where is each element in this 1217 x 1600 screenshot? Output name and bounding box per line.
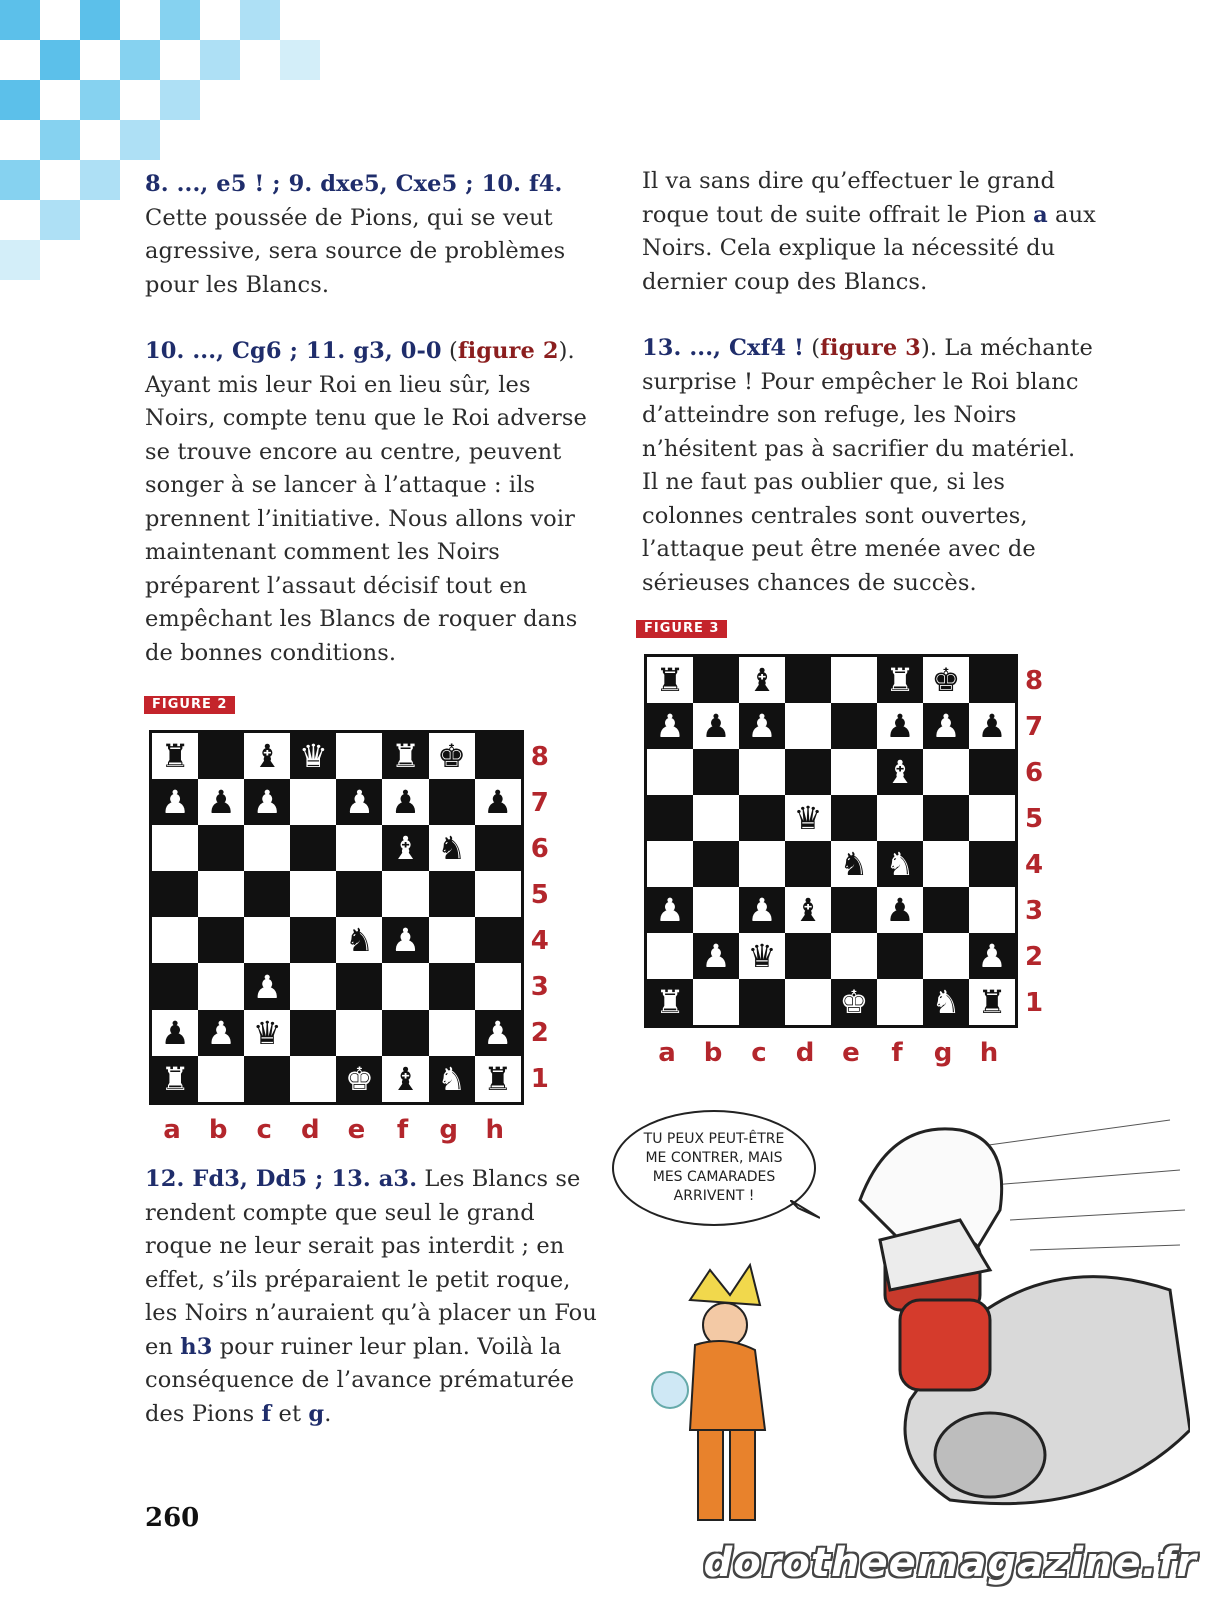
square-d4: [785, 841, 831, 887]
file-label: h: [485, 1114, 504, 1145]
king-icon: ♚: [931, 661, 961, 699]
pawn-icon: ♟: [977, 937, 1007, 975]
square-a2: [152, 1010, 198, 1056]
file-label: c: [751, 1038, 767, 1068]
checker-square: [0, 240, 40, 280]
king-icon: ♚: [437, 737, 466, 776]
rook-icon: ♜: [160, 1059, 190, 1098]
rank-label: 5: [1024, 803, 1044, 834]
knight-icon: ♞: [839, 845, 869, 883]
rank-label: 1: [1024, 987, 1044, 1018]
checker-square: [40, 120, 80, 160]
square-e3: [336, 963, 382, 1009]
file-label: e: [347, 1114, 366, 1145]
square-h7: [475, 779, 521, 825]
move-notation: 12. Fd3, Dd5 ; 13. a3.: [145, 1166, 418, 1192]
checker-square: [80, 80, 120, 120]
file-label: d: [301, 1114, 320, 1145]
square-d8: [785, 657, 831, 703]
square-a8: [152, 733, 198, 779]
square-h6: [969, 749, 1015, 795]
paragraph-1: [145, 168, 605, 302]
square-h7: [969, 703, 1015, 749]
king-icon: ♚: [345, 1059, 374, 1098]
checker-square: [0, 160, 40, 200]
square-c6: [244, 825, 290, 871]
square-d3: [785, 887, 831, 933]
rank-label: 8: [1024, 665, 1044, 696]
paragraph-text: Les Blancs se rendent compte que seul le grand roque ne leur serait pas interdit ; en effet, s’ils préparaient le petit roque, les Noirs n’auraient qu’à placer un Fou en: [145, 1166, 597, 1360]
square-c7: [244, 779, 290, 825]
square-d1: [290, 1056, 336, 1102]
file-ref: a: [1033, 201, 1048, 228]
paragraph-text: La méchante surprise ! Pour empêcher le Roi blanc d’atteindre son refuge, les Noirs n’hésitent pas à sacrifier du matériel. Il ne faut pas oublier que, si les colonnes centrales sont ouvertes, l’attaque peut être menée avec de sérieuses chances de succès.: [642, 335, 1093, 596]
square-c3: [244, 963, 290, 1009]
paragraph-3: [145, 1163, 605, 1431]
file-label: c: [256, 1114, 272, 1145]
square-f5: [382, 871, 428, 917]
pawn-icon: ♟: [701, 707, 731, 745]
square-c5: [244, 871, 290, 917]
square-h5: [969, 795, 1015, 841]
square-d6: [785, 749, 831, 795]
pawn-icon: ♟: [747, 891, 777, 929]
rank-label: 1: [530, 1064, 549, 1095]
square-f1: [877, 979, 923, 1025]
square-d7: [785, 703, 831, 749]
square-e1: [336, 1056, 382, 1102]
square-f6: [382, 825, 428, 871]
file-label: a: [658, 1038, 676, 1068]
square-a2: [647, 933, 693, 979]
square-a3: [647, 887, 693, 933]
square-f4: [382, 917, 428, 963]
square-e6: [336, 825, 382, 871]
figure-3-label: FIGURE 3: [636, 620, 727, 638]
square-f8: [382, 733, 428, 779]
square-g1: [923, 979, 969, 1025]
right-column: [642, 165, 1097, 600]
square-d6: [290, 825, 336, 871]
square-g6: [429, 825, 475, 871]
square-e2: [336, 1010, 382, 1056]
rank-label: 4: [530, 925, 549, 956]
square-e4: [831, 841, 877, 887]
square-c8: [244, 733, 290, 779]
pawn-icon: ♟: [655, 707, 685, 745]
square-g7: [429, 779, 475, 825]
square-g3: [429, 963, 475, 1009]
paragraph-5: [642, 332, 1097, 600]
square-b7: [693, 703, 739, 749]
file-label: f: [396, 1114, 409, 1145]
square-e8: [336, 733, 382, 779]
knight-icon: ♞: [437, 829, 466, 868]
knight-icon: ♞: [885, 845, 915, 883]
rook-icon: ♜: [160, 737, 190, 776]
square-a1: [647, 979, 693, 1025]
square-c1: [739, 979, 785, 1025]
square-a5: [152, 871, 198, 917]
checker-square: [160, 80, 200, 120]
square-g5: [429, 871, 475, 917]
square-f7: [382, 779, 428, 825]
square-f2: [877, 933, 923, 979]
rook-icon: ♜: [977, 983, 1007, 1021]
square-a6: [647, 749, 693, 795]
square-g8: [429, 733, 475, 779]
rank-label: 3: [1024, 895, 1044, 926]
pawn-icon: ♟: [160, 783, 190, 822]
bishop-icon: ♝: [391, 829, 420, 868]
rank-label: 5: [530, 879, 549, 910]
rook-icon: ♜: [483, 1059, 513, 1098]
square-c1: [244, 1056, 290, 1102]
file-ref: g: [308, 1400, 325, 1427]
square-f4: [877, 841, 923, 887]
square-h2: [969, 933, 1015, 979]
square-b1: [198, 1056, 244, 1102]
move-notation: 10. ..., Cg6 ; 11. g3, 0-0: [145, 338, 442, 364]
square-d2: [290, 1010, 336, 1056]
square-g5: [923, 795, 969, 841]
square-g4: [923, 841, 969, 887]
square-c4: [244, 917, 290, 963]
square-h5: [475, 871, 521, 917]
square-e5: [336, 871, 382, 917]
knight-icon: ♞: [345, 921, 374, 960]
checker-square: [160, 0, 200, 40]
checker-square: [80, 160, 120, 200]
square-g2: [923, 933, 969, 979]
checker-square: [120, 120, 160, 160]
left-column-bottom: [145, 1163, 605, 1431]
rank-label: 7: [1024, 711, 1044, 742]
pawn-icon: ♟: [391, 921, 420, 960]
conjunction: et: [271, 1400, 309, 1427]
square-f6: [877, 749, 923, 795]
rook-icon: ♜: [391, 737, 420, 776]
square-a7: [152, 779, 198, 825]
file-label: d: [795, 1038, 815, 1068]
pawn-icon: ♟: [206, 783, 236, 822]
checker-square: [280, 40, 320, 80]
left-column: [145, 168, 605, 670]
bishop-icon: ♝: [885, 753, 915, 791]
move-notation: 8. ..., e5 ! ; 9. dxe5, Cxe5 ; 10. f4.: [145, 171, 563, 197]
square-h4: [969, 841, 1015, 887]
square-a3: [152, 963, 198, 1009]
square-f5: [877, 795, 923, 841]
paragraph-2: [145, 335, 605, 670]
knight-icon: ♞: [931, 983, 961, 1021]
checker-square: [40, 200, 80, 240]
pawn-icon: ♟: [655, 891, 685, 929]
square-g3: [923, 887, 969, 933]
rank-label: 6: [530, 833, 549, 864]
square-h4: [475, 917, 521, 963]
pawn-icon: ♟: [885, 891, 915, 929]
pawn-icon: ♟: [701, 937, 731, 975]
pawn-icon: ♟: [747, 707, 777, 745]
square-b5: [198, 871, 244, 917]
square-c2: [244, 1010, 290, 1056]
square-h6: [475, 825, 521, 871]
square-f1: [382, 1056, 428, 1102]
square-h1: [475, 1056, 521, 1102]
goku-figure: [652, 1265, 765, 1520]
rook-icon: ♜: [655, 661, 685, 699]
square-a6: [152, 825, 198, 871]
square-a5: [647, 795, 693, 841]
move-notation: 13. ..., Cxf4 !: [642, 335, 805, 361]
square-f3: [382, 963, 428, 1009]
king-icon: ♚: [839, 983, 869, 1021]
square-h3: [969, 887, 1015, 933]
queen-icon: ♛: [747, 937, 777, 975]
paragraph-text: Cette poussée de Pions, qui se veut agressive, sera source de problèmes pour les Blancs.: [145, 204, 566, 298]
square-c4: [739, 841, 785, 887]
checker-square: [40, 40, 80, 80]
pawn-icon: ♟: [483, 783, 513, 822]
square-f8: [877, 657, 923, 703]
paragraph-text: aux Noirs. Cela explique la nécessité du dernier coup des Blancs.: [642, 201, 1096, 295]
square-d3: [290, 963, 336, 1009]
square-f3: [877, 887, 923, 933]
watermark: dorotheemagazine.fr: [703, 1540, 1197, 1586]
checker-square: [240, 0, 280, 40]
square-d5: [785, 795, 831, 841]
square-c8: [739, 657, 785, 703]
rank-label: 7: [530, 787, 549, 818]
rook-icon: ♜: [885, 661, 915, 699]
square-b7: [198, 779, 244, 825]
square-g2: [429, 1010, 475, 1056]
file-label: b: [703, 1038, 723, 1068]
speech-bubble: [612, 1110, 816, 1226]
square-h1: [969, 979, 1015, 1025]
pawn-icon: ♟: [391, 783, 420, 822]
file-label: a: [163, 1114, 181, 1145]
queen-icon: ♛: [793, 799, 823, 837]
square-a1: [152, 1056, 198, 1102]
square-h8: [475, 733, 521, 779]
figure-reference: figure 3: [820, 335, 921, 361]
square-b8: [693, 657, 739, 703]
square-h8: [969, 657, 1015, 703]
hoverbike-rider: [860, 1129, 1190, 1504]
square-b1: [693, 979, 739, 1025]
square-d5: [290, 871, 336, 917]
figure-reference: figure 2: [457, 338, 559, 364]
page-number: 260: [145, 1503, 200, 1533]
square-f7: [877, 703, 923, 749]
pawn-icon: ♟: [252, 783, 282, 822]
pawn-icon: ♟: [483, 1013, 513, 1052]
bishop-icon: ♝: [793, 891, 823, 929]
square-d4: [290, 917, 336, 963]
pawn-icon: ♟: [931, 707, 961, 745]
file-label: h: [979, 1038, 999, 1068]
file-ref: f: [261, 1400, 272, 1427]
square-b4: [693, 841, 739, 887]
square-e5: [831, 795, 877, 841]
rook-icon: ♜: [655, 983, 685, 1021]
pawn-icon: ♟: [160, 1013, 190, 1052]
square-d8: [290, 733, 336, 779]
square-d2: [785, 933, 831, 979]
square-b5: [693, 795, 739, 841]
square-e7: [831, 703, 877, 749]
figure-2-label: FIGURE 2: [144, 696, 235, 714]
pawn-icon: ♟: [977, 707, 1007, 745]
file-label: e: [842, 1038, 860, 1068]
square-c2: [739, 933, 785, 979]
square-a7: [647, 703, 693, 749]
square-g1: [429, 1056, 475, 1102]
knight-icon: ♞: [437, 1059, 466, 1098]
square-h3: [475, 963, 521, 1009]
rank-label: 3: [530, 972, 549, 1003]
square-c3: [739, 887, 785, 933]
queen-icon: ♛: [298, 737, 328, 776]
square-b8: [198, 733, 244, 779]
square-h2: [475, 1010, 521, 1056]
file-label: b: [208, 1114, 228, 1145]
file-label: g: [933, 1038, 953, 1068]
square-e4: [336, 917, 382, 963]
pawn-icon: ♟: [206, 1013, 236, 1052]
square-e7: [336, 779, 382, 825]
square-d7: [290, 779, 336, 825]
speech-bubble-text: TU PEUX PEUT-ÊTRE ME CONTRER, MAIS MES CAMARADES ARRIVENT !: [643, 1131, 785, 1204]
paragraph-text: pour ruiner leur plan. Voilà la conséquence de l’avance prématurée des Pions: [145, 1333, 575, 1427]
paren-open: (: [804, 335, 821, 361]
square-a8: [647, 657, 693, 703]
pawn-icon: ♟: [885, 707, 915, 745]
chessboard-figure-3: [644, 654, 1018, 1028]
square-f2: [382, 1010, 428, 1056]
square-e2: [831, 933, 877, 979]
square-b2: [198, 1010, 244, 1056]
paren-close: ).: [558, 338, 575, 364]
paren-close: ).: [920, 335, 938, 361]
square-b3: [198, 963, 244, 1009]
bishop-icon: ♝: [747, 661, 777, 699]
checker-square: [200, 40, 240, 80]
bishop-icon: ♝: [391, 1059, 420, 1098]
pawn-icon: ♟: [252, 967, 282, 1006]
paragraph-text: Il va sans dire qu’effectuer le grand roque tout de suite offrait le Pion: [642, 168, 1056, 228]
square-e1: [831, 979, 877, 1025]
chessboard-figure-2: [149, 730, 524, 1105]
square-d1: [785, 979, 831, 1025]
rank-label: 8: [530, 741, 549, 772]
square-a4: [647, 841, 693, 887]
queen-icon: ♛: [252, 1013, 282, 1052]
rank-label: 6: [1024, 757, 1044, 788]
square-a4: [152, 917, 198, 963]
paragraph-4: [642, 165, 1097, 299]
square-b2: [693, 933, 739, 979]
checker-square: [0, 0, 40, 40]
square-b6: [198, 825, 244, 871]
square-g7: [923, 703, 969, 749]
rank-label: 4: [1024, 849, 1044, 880]
square-e8: [831, 657, 877, 703]
square-c7: [739, 703, 785, 749]
square-c5: [739, 795, 785, 841]
square-g8: [923, 657, 969, 703]
checker-square: [120, 40, 160, 80]
square-b6: [693, 749, 739, 795]
square-g6: [923, 749, 969, 795]
checker-square: [80, 0, 120, 40]
file-label: g: [439, 1114, 458, 1145]
period: .: [324, 1400, 332, 1427]
pawn-icon: ♟: [345, 783, 374, 822]
speech-bubble-tail: [790, 1200, 820, 1220]
rank-label: 2: [1024, 941, 1044, 972]
checker-square: [0, 80, 40, 120]
square-e6: [831, 749, 877, 795]
square-e3: [831, 887, 877, 933]
rank-label: 2: [530, 1018, 549, 1049]
square-b3: [693, 887, 739, 933]
square-g4: [429, 917, 475, 963]
paragraph-text: Ayant mis leur Roi en lieu sûr, les Noirs, compte tenu que le Roi adverse se trouve encore au centre, peuvent songer à se lancer à l’attaque : ils prennent l’initiative. Nous allons voir maintenant comment les Noirs préparent l’assaut décisif tout en empêchant les Blancs de roquer dans de bonnes conditions.: [145, 371, 587, 666]
file-label: f: [891, 1038, 903, 1068]
square-ref: h3: [180, 1333, 213, 1360]
bishop-icon: ♝: [252, 737, 282, 776]
square-b4: [198, 917, 244, 963]
square-c6: [739, 749, 785, 795]
paren-open: (: [441, 338, 458, 364]
